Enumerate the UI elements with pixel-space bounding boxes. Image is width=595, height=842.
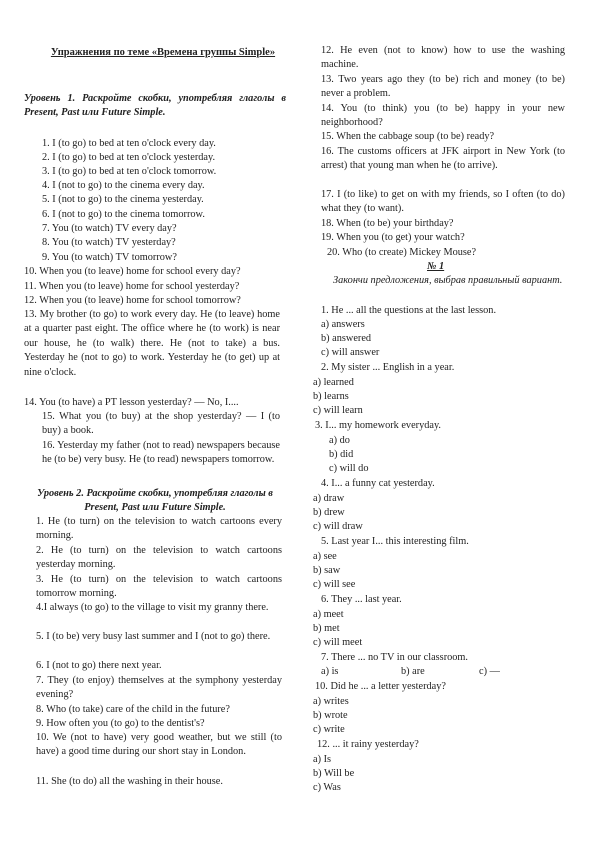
q10-opt-b: b) wrote	[313, 710, 348, 721]
q2-opt-c: c) will learn	[313, 405, 363, 416]
l2-item-5: 5. I (to be) very busy last summer and I (not to go) there.	[36, 631, 271, 642]
q4: 4. I... a funny cat yesterday.	[321, 478, 435, 489]
q10-opt-a: a) writes	[313, 696, 349, 707]
l1-item-8: 8. You (to watch) TV yesterday?	[42, 237, 176, 248]
l2-item-9: 9. How often you (to go) to the dentist's?	[36, 718, 205, 729]
q12: 12. ... it rainy yesterday?	[317, 739, 419, 750]
l2-item-15: 15. When the cabbage soup (to be) ready?	[321, 131, 495, 142]
q3-opt-b: b) did	[329, 449, 354, 460]
q4-opt-b: b) drew	[313, 507, 345, 518]
l2-item-13: 13. Two years ago they (to be) rich and money (to be) never a problem.	[321, 74, 565, 100]
l1-item-15: 15. What you (to buy) at the shop yesterday? — I (to buy) a book.	[42, 411, 280, 437]
l1-item-5: 5. I (not to go) to the cinema yesterday.	[42, 194, 204, 205]
q7: 7. There ... no TV in our classroom.	[321, 652, 468, 663]
ex1-instruction: Закончи предложения, выбрав правильный вариант.	[333, 275, 563, 286]
q1-opt-b: b) answered	[321, 333, 372, 344]
q7-opt-a: a) is	[321, 666, 339, 677]
l2-item-18: 18. When (to be) your birthday?	[321, 218, 454, 229]
q12-opt-a: a) Is	[313, 754, 332, 765]
q12-opt-c: c) Was	[313, 782, 341, 793]
q3-opt-c: c) will do	[329, 463, 369, 474]
l2-item-1: 1. He (to turn) on the television to watch cartoons every morning.	[36, 516, 282, 542]
l2-item-10: 10. We (not to have) very good weather, but we still (to have) a good time during our short stay in London.	[36, 732, 282, 758]
l1-item-3: 3. I (to go) to bed at ten o'clock tomorrow.	[42, 166, 217, 177]
l1-item-11: 11. When you (to leave) home for school yesterday?	[24, 281, 240, 292]
q2-opt-a: a) learned	[313, 377, 354, 388]
q1-opt-a: a) answers	[321, 319, 365, 330]
l1-item-4: 4. I (not to go) to the cinema every day.	[42, 180, 205, 191]
level2-heading: Уровень 2. Раскройте скобки, употребляя глаголы в Present, Past или Future Simple.	[37, 488, 273, 514]
l2-item-12: 12. He even (not to know) how to use the washing machine.	[321, 45, 565, 71]
ex1-heading: № 1	[427, 261, 445, 272]
q7-opt-c: c) —	[479, 666, 500, 677]
l1-item-14: 14. You (to have) a PT lesson yesterday? — No, I....	[24, 397, 239, 408]
l1-item-16: 16. Yesterday my father (not to read) newspapers because he (to be) very busy. He (to read) newspapers tomorrow.	[42, 440, 280, 466]
l2-item-17: 17. I (to like) to get on with my friends, so I often (to do) what they (to want).	[321, 189, 565, 215]
l1-item-12: 12. When you (to leave) home for school tomorrow?	[24, 295, 241, 306]
l1-item-9: 9. You (to watch) TV tomorrow?	[42, 252, 177, 263]
l2-item-2: 2. He (to turn) on the television to watch cartoons yesterday morning.	[36, 545, 282, 571]
q5-opt-b: b) saw	[313, 565, 341, 576]
q4-opt-a: a) draw	[313, 493, 345, 504]
l2-item-19: 19. When you (to get) your watch?	[321, 232, 465, 243]
q7-opt-b: b) are	[401, 666, 425, 677]
l1-item-7: 7. You (to watch) TV every day?	[42, 223, 177, 234]
q1-opt-c: c) will answer	[321, 347, 380, 358]
q3-opt-a: a) do	[329, 435, 350, 446]
l2-item-4: 4.I always (to go) to the village to visit my granny there.	[36, 602, 269, 613]
q5: 5. Last year I... this interesting film.	[321, 536, 469, 547]
l1-item-10: 10. When you (to leave) home for school every day?	[24, 266, 241, 277]
l2-item-6: 6. I (not to go) there next year.	[36, 660, 162, 671]
l1-item-6: 6. I (not to go) to the cinema tomorrow.	[42, 209, 205, 220]
q5-opt-c: c) will see	[313, 579, 356, 590]
q6: 6. They ... last year.	[321, 594, 402, 605]
q12-opt-b: b) Will be	[313, 768, 355, 779]
l2-item-7: 7. They (to enjoy) themselves at the symphony yesterday evening?	[36, 675, 282, 701]
q3: 3. I... my homework everyday.	[315, 420, 442, 431]
l1-item-1: 1. I (to go) to bed at ten o'clock every day.	[42, 138, 216, 149]
q6-opt-c: c) will meet	[313, 637, 363, 648]
l1-item-2: 2. I (to go) to bed at ten o'clock yesterday.	[42, 152, 216, 163]
q5-opt-a: a) see	[313, 551, 337, 562]
l2-item-16: 16. The customs officers at JFK airport in New York (to arrest) that young man when he (to arrive).	[321, 146, 565, 172]
l2-item-20: 20. Who (to create) Mickey Mouse?	[327, 247, 477, 258]
l2-item-8: 8. Who (to take) care of the child in the future?	[36, 704, 230, 715]
l2-item-14: 14. You (to think) you (to be) happy in your new neighborhood?	[321, 103, 565, 129]
q10: 10. Did he ... a letter yesterday?	[315, 681, 446, 692]
level1-heading: Уровень 1. Раскройте скобки, употребляя глаголы в Present, Past или Future Simple.	[24, 93, 286, 119]
q10-opt-c: c) write	[313, 724, 345, 735]
q4-opt-c: c) will draw	[313, 521, 363, 532]
l2-item-3: 3. He (to turn) on the television to watch cartoons tomorrow morning.	[36, 574, 282, 600]
l1-item-13: 13. My brother (to go) to work every day. He (to leave) home at a quarter past eight. The office where he (to work) is near our house, he (to walk) there. He (not to take) a bus. Yesterday he (not to go) to work. Yesterday he (to get) up at nine o'clock.	[24, 309, 280, 378]
q2: 2. My sister ... English in a year.	[321, 362, 455, 373]
q1: 1. He ... all the questions at the last lesson.	[321, 305, 497, 316]
page-title: Упражнения по теме «Времена группы Simple»	[50, 47, 276, 58]
q2-opt-b: b) learns	[313, 391, 349, 402]
q6-opt-a: a) meet	[313, 609, 344, 620]
l2-item-11: 11. She (to do) all the washing in their house.	[36, 776, 223, 787]
q6-opt-b: b) met	[313, 623, 340, 634]
